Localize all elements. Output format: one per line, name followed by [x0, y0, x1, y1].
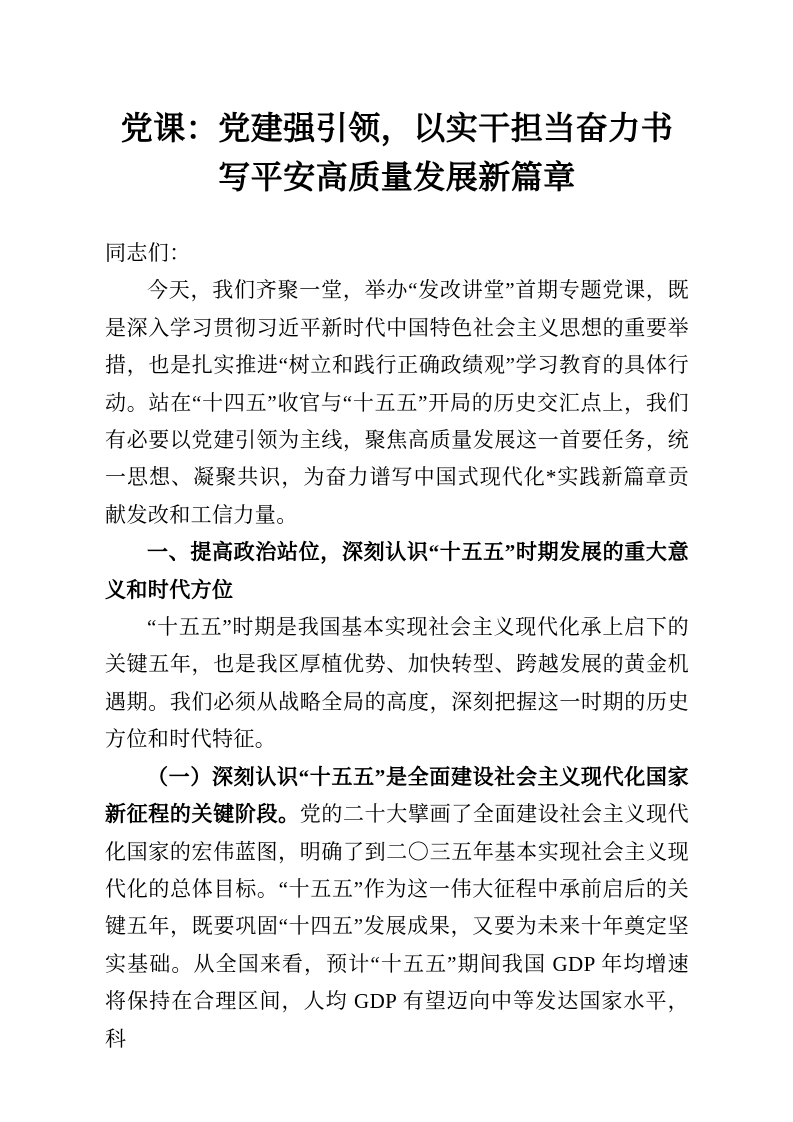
paragraph-subsection-1: [105, 759, 689, 1058]
subsection-1-body: 党的二十大擘画了全面建设社会主义现代化国家的宏伟蓝图，明确了到二〇三五年基本实现社会主义现代化的总体目标。“十五五”作为这一伟大征程中承前启后的关键五年，既要巩固“十四五”发展成果，又要为未来十年奠定坚实基础。从全国来看，预计“十五五”期间我国 GDP 年均增速将保持在合理区间，人均 GDP 有望迈向中等发达国家水平，科: [105, 802, 689, 1051]
section-heading-1: 一、提高政治站位，深刻认识“十五五”时期发展的重大意义和时代方位: [105, 540, 689, 602]
paragraph-introduction: 今天，我们齐聚一堂，举办“发改讲堂”首期专题党课，既是深入学习贯彻习近平新时代中国特色社会主义思想的重要举措，也是扎实推进“树立和践行正确政绩观”学习教育的具体行动。站在“十四五”收官与“十五五”开局的历史交汇点上，我们有必要以党建引领为主线，聚焦高质量发展这一首要任务，统一思想、凝聚共识，为奋力谱写中国式现代化*实践新篇章贡献发改和工信力量。: [105, 278, 689, 527]
salutation: 同志们：: [105, 241, 191, 265]
paragraph-period-significance: “十五五”时期是我国基本实现社会主义现代化承上启下的关键五年，也是我区厚植优势、加快转型、跨越发展的黄金机遇期。我们必须从战略全局的高度，深刻把握这一时期的历史方位和时代特征。: [105, 615, 689, 752]
subsection-1-lead: （一）深刻认识“十五五”是全面建设社会主义现代化国家新征程的关键阶段。: [105, 764, 689, 827]
document-title: 党课：党建强引领，以实干担当奋力书写平安高质量发展新篇章: [120, 110, 674, 195]
